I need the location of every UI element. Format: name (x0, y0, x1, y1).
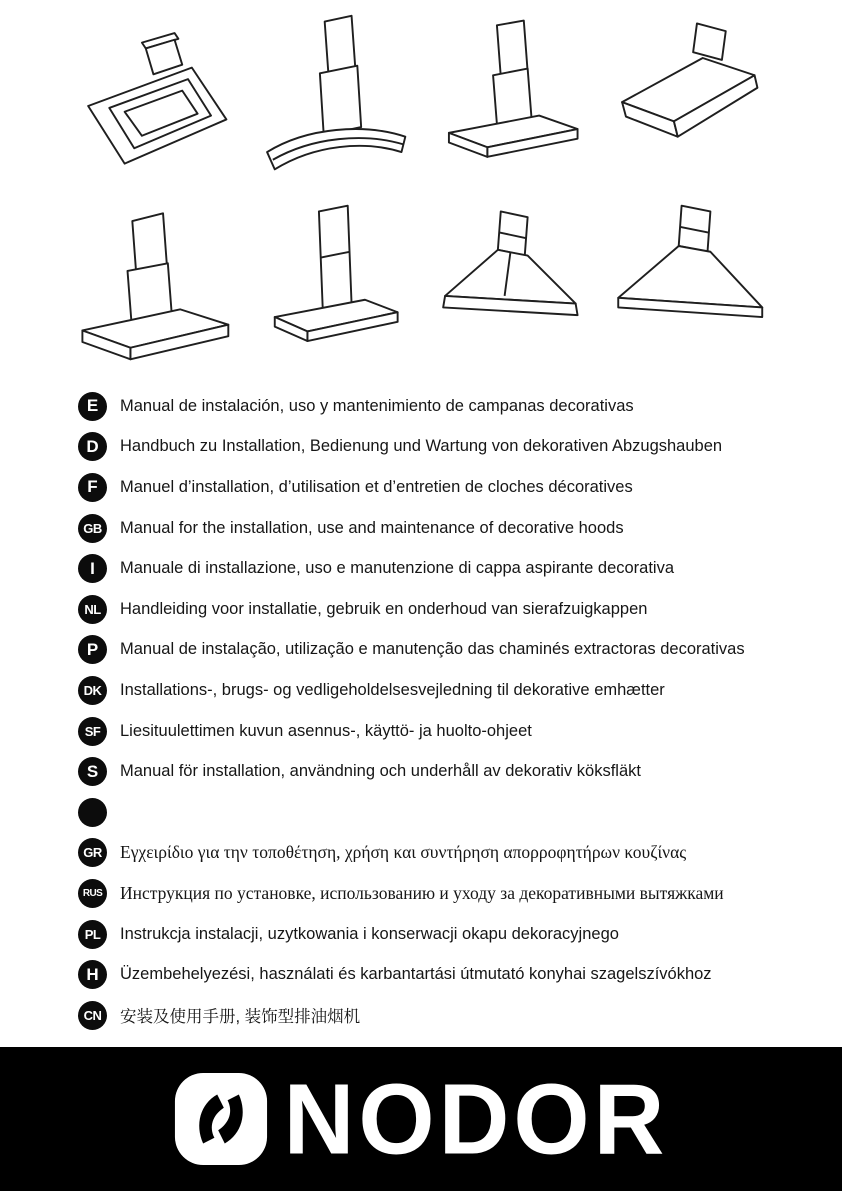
language-badge: NL (78, 595, 107, 624)
language-row-es (78, 386, 822, 427)
language-badge: SF (78, 717, 107, 746)
slim-t-chimney-hood-illustration (425, 6, 603, 194)
language-title: Handbuch zu Installation, Bedienung und Wartung von dekorativen Abzugshauben (120, 437, 723, 456)
language-badge: DK (78, 676, 107, 705)
language-row-blank (78, 792, 822, 833)
language-title: Manual de instalação, utilização e manutenção das chaminés extractoras decorativas (120, 640, 745, 659)
inclined-diagonal-hood-illustration (603, 6, 781, 194)
tall-chimney-t-hood-icon (251, 198, 421, 378)
wide-pyramid-hood-illustration (603, 194, 781, 382)
language-title: Manuel d’installation, d’utilisation et d’entretien de cloches décoratives (120, 477, 633, 496)
language-badge: D (78, 432, 107, 461)
inclined-diagonal-hood-icon (606, 10, 776, 190)
nodor-logo (174, 1062, 669, 1176)
language-badge: H (78, 960, 107, 989)
language-index (78, 386, 822, 1036)
angled-panel-hood-icon (74, 10, 244, 190)
box-chimney-hood-icon (74, 198, 244, 378)
slim-t-chimney-hood-icon (429, 10, 599, 190)
language-row-pt (78, 630, 822, 671)
language-badge: PL (78, 920, 107, 949)
tall-chimney-t-hood-illustration (248, 194, 426, 382)
language-badge: P (78, 635, 107, 664)
language-title: Manual för installation, användning och underhåll av dekorativ köksfläkt (120, 762, 641, 781)
language-row-dk (78, 670, 822, 711)
language-row-gr (78, 833, 822, 874)
language-title: Instrukcja instalacji, uzytkowania i konserwacji okapu dekoracyjnego (120, 924, 619, 943)
language-title: Manual de instalación, uso y mantenimiento de campanas decorativas (120, 396, 634, 415)
curved-glass-chimney-hood-illustration (248, 6, 426, 194)
language-badge: GB (78, 514, 107, 543)
language-row-it (78, 548, 822, 589)
language-row-rus (78, 873, 822, 914)
language-title: Manual for the installation, use and maintenance of decorative hoods (120, 518, 624, 537)
language-badge: E (78, 392, 107, 421)
language-badge: CN (78, 1001, 107, 1030)
language-badge: RUS (78, 879, 107, 908)
language-title: 安装及使用手册, 装饰型排油烟机 (120, 1008, 361, 1027)
pyramid-chimney-hood-illustration (425, 194, 603, 382)
blank-language-badge (78, 798, 107, 827)
language-title: Handleiding voor installatie, gebruik en onderhoud van sierafzuigkappen (120, 599, 648, 618)
language-row-pl (78, 914, 822, 955)
language-row-hu (78, 954, 822, 995)
angled-panel-hood-illustration (70, 6, 248, 194)
box-chimney-hood-illustration (70, 194, 248, 382)
language-row-sf (78, 711, 822, 752)
wide-pyramid-hood-icon (606, 198, 776, 378)
language-title: Üzembehelyezési, használati és karbantartási útmutató konyhai szagelszívókhoz (120, 965, 712, 984)
language-row-de (78, 427, 822, 468)
brand-banner (0, 1047, 842, 1191)
curved-glass-chimney-hood-icon (251, 10, 421, 190)
pyramid-chimney-hood-icon (429, 198, 599, 378)
language-title: Installations-, brugs- og vedligeholdelsesvejledning til dekorative emhætter (120, 680, 665, 699)
language-row-gb (78, 508, 822, 549)
language-title: Инструкция по установке, использованию и уходу за декоративными вытяжками (120, 882, 724, 903)
language-row-cn (78, 995, 822, 1036)
language-badge: GR (78, 838, 107, 867)
language-badge: F (78, 473, 107, 502)
language-row-fr (78, 467, 822, 508)
language-title: Liesituulettimen kuvun asennus-, käyttö- ja huolto-ohjeet (120, 721, 532, 740)
brand-wordmark: NODOR (283, 1062, 669, 1176)
language-badge: S (78, 757, 107, 786)
language-title: Εγχειρίδιο για την τοποθέτηση, χρήση και συντήρηση απορροφητήρων κουζίνας (120, 842, 687, 863)
language-row-nl (78, 589, 822, 630)
language-title: Manuale di installazione, uso e manutenzione di cappa aspirante decorativa (120, 559, 675, 578)
nodor-logo-icon (174, 1072, 268, 1166)
language-badge: I (78, 554, 107, 583)
hood-illustrations-grid (70, 6, 780, 382)
language-row-se (78, 751, 822, 792)
